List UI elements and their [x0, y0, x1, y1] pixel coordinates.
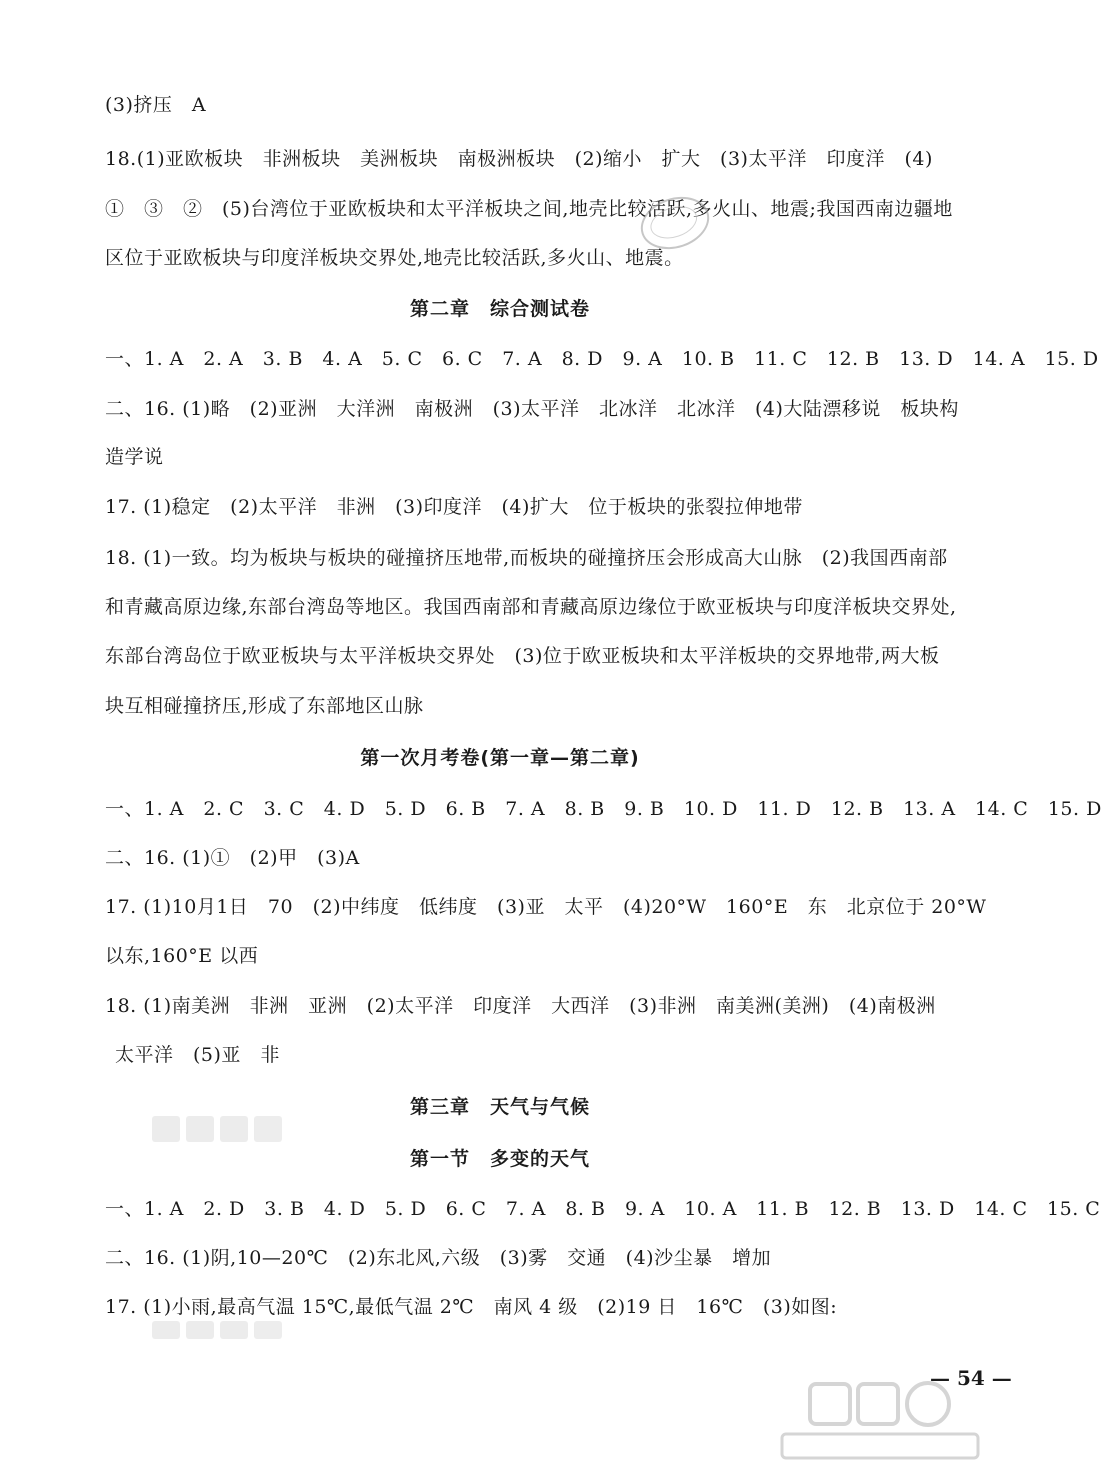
- answer-line: 东部台湾岛位于欧亚板块与太平洋板块交界处 (3)位于欧亚板块和太平洋板块的交界地带,两大板: [105, 645, 940, 667]
- answer-line: (3)挤压 A: [105, 94, 207, 116]
- faded-watermark-mark: [150, 1318, 290, 1342]
- answer-line: 17. (1)稳定 (2)太平洋 非洲 (3)印度洋 (4)扩大 位于板块的张裂拉伸地带: [105, 496, 803, 518]
- answer-line: 二、16. (1)① (2)甲 (3)A: [105, 847, 360, 869]
- answer-line: 18. (1)南美洲 非洲 亚洲 (2)太平洋 印度洋 大西洋 (3)非洲 南美洲(美洲) (4)南极洲: [105, 995, 936, 1017]
- answer-line: 18.(1)亚欧板块 非洲板块 美洲板块 南极洲板块 (2)缩小 扩大 (3)太平洋 印度洋 (4): [105, 148, 933, 170]
- section-heading-chapter3: 第三章 天气与气候: [409, 1096, 590, 1118]
- stamp-inner-ring: [646, 201, 701, 244]
- answer-line: 18. (1)一致。均为板块与板块的碰撞挤压地带,而板块的碰撞挤压会形成高大山脉 (2)我国西南部: [105, 547, 948, 569]
- answer-line: 以东,160°E 以西: [105, 945, 259, 967]
- answer-line: 17. (1)10月1日 70 (2)中纬度 低纬度 (3)亚 太平 (4)20°W 160°E 东 北京位于 20°W: [105, 896, 987, 918]
- answer-line: 二、16. (1)阴,10—20℃ (2)东北风,六级 (3)雾 交通 (4)沙尘暴 增加: [105, 1247, 772, 1269]
- answer-line: 一、1. A 2. D 3. B 4. D 5. D 6. C 7. A 8. B 9. A 10. A 11. B 12. B 13. D 14. C 15. C: [105, 1198, 1101, 1220]
- answer-line: 块互相碰撞挤压,形成了东部地区山脉: [105, 695, 424, 717]
- faded-watermark-mark: [150, 1112, 290, 1146]
- answer-line: 造学说: [105, 446, 164, 468]
- answer-line: 17. (1)小雨,最高气温 15℃,最低气温 2℃ 南风 4 级 (2)19 日 16℃ (3)如图:: [105, 1296, 838, 1318]
- section-heading-section1: 第一节 多变的天气: [409, 1148, 590, 1170]
- answer-line: ① ③ ② (5)台湾位于亚欧板块和太平洋板块之间,地壳比较活跃,多火山、地震;我国西南边疆地: [105, 198, 953, 220]
- site-watermark-logo: [762, 1378, 992, 1466]
- answer-line: 一、1. A 2. A 3. B 4. A 5. C 6. C 7. A 8. D 9. A 10. B 11. C 12. B 13. D 14. A 15. D: [105, 348, 1099, 370]
- answer-line: 区位于亚欧板块与印度洋板块交界处,地壳比较活跃,多火山、地震。: [105, 247, 684, 269]
- answer-line: 太平洋 (5)亚 非: [115, 1044, 280, 1066]
- answer-line: 二、16. (1)略 (2)亚洲 大洋洲 南极洲 (3)太平洋 北冰洋 北冰洋 (4)大陆漂移说 板块构: [105, 398, 959, 420]
- answer-line: 和青藏高原边缘,东部台湾岛等地区。我国西南部和青藏高原边缘位于欧亚板块与印度洋板块交界处,: [105, 596, 957, 618]
- page-number: — 54 —: [930, 1366, 1012, 1390]
- section-heading-first-monthly-exam: 第一次月考卷(第一章—第二章): [360, 747, 640, 769]
- section-heading-chapter2-test: 第二章 综合测试卷: [409, 298, 590, 320]
- answer-line: 一、1. A 2. C 3. C 4. D 5. D 6. B 7. A 8. B 9. B 10. D 11. D 12. B 13. A 14. C 15. D: [105, 798, 1102, 820]
